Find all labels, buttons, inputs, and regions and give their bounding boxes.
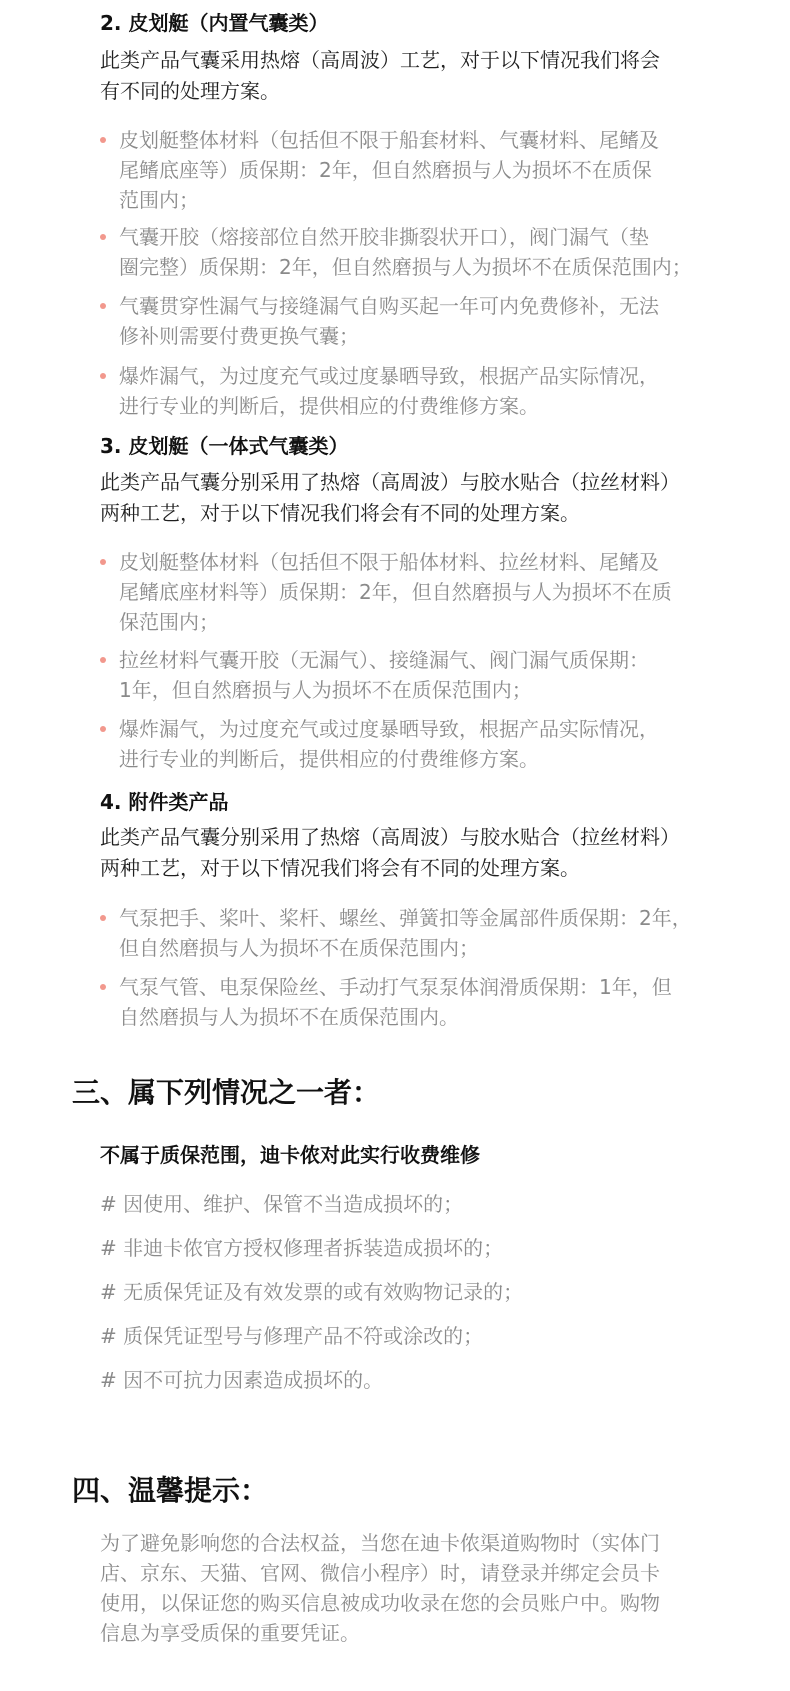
item-line: 1年，但自然磨损与人为损坏不在质保范围内；	[119, 678, 532, 702]
section-2-heading: 2. 皮划艇（内置气囊类）	[100, 11, 329, 35]
part-4-body	[100, 1528, 740, 1648]
bullet-dot-icon	[100, 726, 106, 732]
bullet-dot-icon	[100, 234, 106, 240]
item-line: 尾鳍底座等）质保期：2年，但自然磨损与人为损坏不在质保	[119, 158, 652, 182]
bullet-dot-icon	[100, 559, 106, 565]
item-line: 圈完整）质保期：2年，但自然磨损与人为损坏不在质保范围内；	[119, 255, 692, 279]
item-line: 皮划艇整体材料（包括但不限于船套材料、气囊材料、尾鳍及	[119, 128, 659, 152]
item-line: 自然磨损与人为损坏不在质保范围内。	[119, 1005, 459, 1029]
section-4-heading: 4. 附件类产品	[100, 790, 229, 814]
item-line: 修补则需要付费更换气囊；	[119, 324, 359, 348]
tips-line: 店、京东、天猫、官网、微信小程序）时，请登录并绑定会员卡	[100, 1561, 660, 1585]
list-item: # 非迪卡侬官方授权修理者拆装造成损坏的；	[100, 1236, 504, 1260]
item-line: 爆炸漏气，为过度充气或过度暴晒导致，根据产品实际情况，	[119, 717, 659, 741]
bullet-dot-icon	[100, 373, 106, 379]
item-line: 保范围内；	[119, 610, 219, 634]
part-3-notice: 不属于质保范围，迪卡侬对此实行收费维修	[100, 1143, 480, 1167]
item-line: 皮划艇整体材料（包括但不限于船体材料、拉丝材料、尾鳍及	[119, 550, 659, 574]
intro-line: 两种工艺，对于以下情况我们将会有不同的处理方案。	[100, 501, 580, 525]
item-line: 气泵气管、电泵保险丝、手动打气泵泵体润滑质保期：1年，但	[119, 975, 672, 999]
part-4-title: 四、温馨提示：	[72, 1474, 269, 1507]
intro-line: 此类产品气囊采用热熔（高周波）工艺，对于以下情况我们将会	[100, 48, 660, 72]
item-line: 气囊开胶（熔接部位自然开胶非撕裂状开口），阀门漏气（垫	[119, 225, 649, 249]
item-line: 气泵把手、桨叶、桨杆、螺丝、弹簧扣等金属部件质保期：2年，	[119, 906, 692, 930]
intro-line: 此类产品气囊分别采用了热熔（高周波）与胶水贴合（拉丝材料）	[100, 825, 680, 849]
list-item: # 质保凭证型号与修理产品不符或涂改的；	[100, 1324, 484, 1348]
item-line: 拉丝材料气囊开胶（无漏气）、接缝漏气、阀门漏气质保期：	[119, 648, 649, 672]
intro-line: 两种工艺，对于以下情况我们将会有不同的处理方案。	[100, 856, 580, 880]
list-item: # 无质保凭证及有效发票的或有效购物记录的；	[100, 1280, 524, 1304]
bullet-dot-icon	[100, 137, 106, 143]
item-line: 进行专业的判断后，提供相应的付费维修方案。	[119, 394, 539, 418]
item-line: 爆炸漏气，为过度充气或过度暴晒导致，根据产品实际情况，	[119, 364, 659, 388]
tips-line: 为了避免影响您的合法权益，当您在迪卡侬渠道购物时（实体门	[100, 1531, 660, 1555]
bullet-dot-icon	[100, 915, 106, 921]
item-line: 气囊贯穿性漏气与接缝漏气自购买起一年可内免费修补，无法	[119, 294, 659, 318]
list-item: # 因不可抗力因素造成损坏的。	[100, 1368, 384, 1392]
intro-line: 此类产品气囊分别采用了热熔（高周波）与胶水贴合（拉丝材料）	[100, 470, 680, 494]
item-line: 但自然磨损与人为损坏不在质保范围内；	[119, 936, 479, 960]
tips-line: 使用，以保证您的购买信息被成功收录在您的会员账户中。购物	[100, 1591, 660, 1615]
list-item: # 因使用、维护、保管不当造成损坏的；	[100, 1192, 464, 1216]
bullet-dot-icon	[100, 303, 106, 309]
bullet-dot-icon	[100, 984, 106, 990]
section-3-heading: 3. 皮划艇（一体式气囊类）	[100, 434, 349, 458]
item-line: 进行专业的判断后，提供相应的付费维修方案。	[119, 747, 539, 771]
item-line: 尾鳍底座材料等）质保期：2年，但自然磨损与人为损坏不在质	[119, 580, 672, 604]
tips-line: 信息为享受质保的重要凭证。	[100, 1621, 360, 1645]
section-3-intro	[100, 467, 740, 529]
bullet-dot-icon	[100, 657, 106, 663]
section-2-intro	[100, 45, 740, 107]
section-4-intro	[100, 822, 740, 884]
intro-line: 有不同的处理方案。	[100, 79, 280, 103]
part-3-title: 三、属下列情况之一者：	[72, 1076, 381, 1109]
item-line: 范围内；	[119, 188, 199, 212]
